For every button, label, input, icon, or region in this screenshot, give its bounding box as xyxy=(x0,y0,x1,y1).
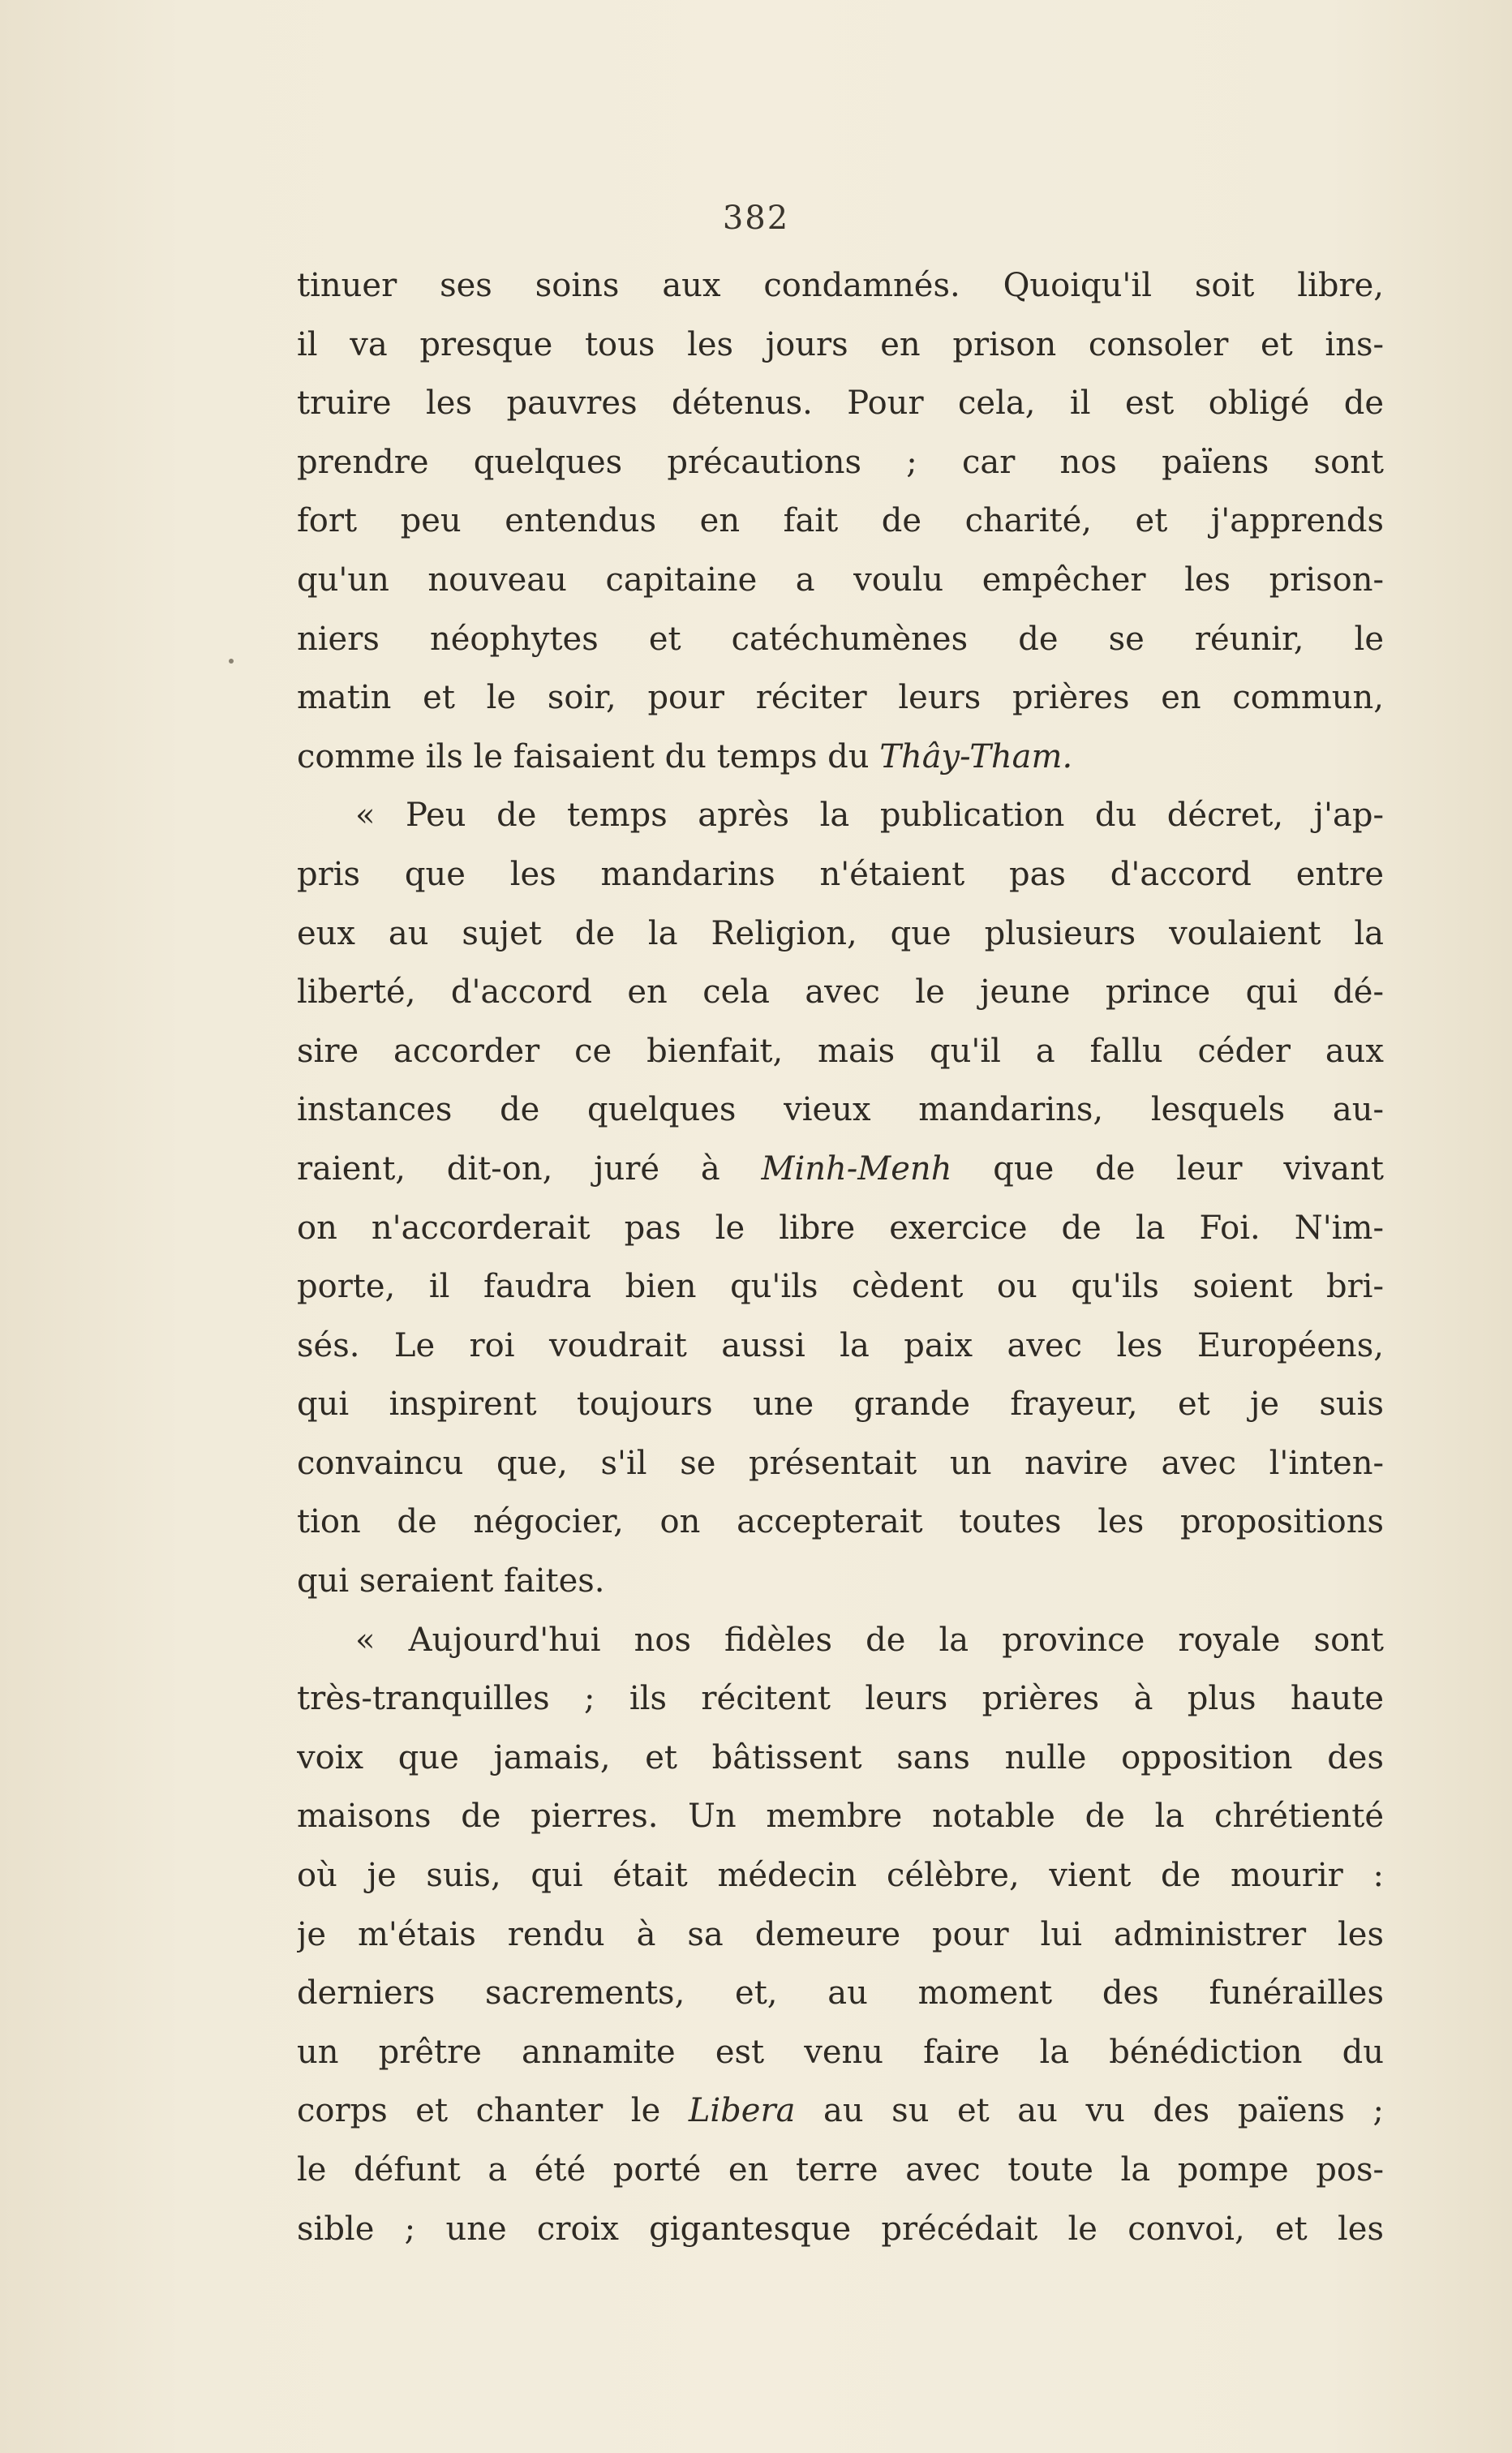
text-line xyxy=(297,1140,1384,1199)
text-line: qui seraient faites. xyxy=(297,1562,605,1600)
text-line: qu'un nouveau capitaine a voulu empêcher les prison- xyxy=(297,561,1384,599)
text-line: très-tranquilles ; ils récitent leurs prières à plus haute xyxy=(297,1680,1384,1718)
text-line: le défunt a été porté en terre avec toute la pompe pos- xyxy=(297,2151,1384,2189)
text-line: liberté, d'accord en cela avec le jeune prince qui dé- xyxy=(297,973,1384,1012)
text-line: je m'étais rendu à sa demeure pour lui administrer les xyxy=(297,1915,1384,1953)
text-line xyxy=(297,2081,1384,2141)
text-line: truire les pauvres détenus. Pour cela, il est obligé de xyxy=(297,384,1384,423)
text-line: tion de négocier, on accepterait toutes les propositions xyxy=(297,1503,1384,1541)
text-line: un prêtre annamite est venu faire la bénédiction du xyxy=(297,2033,1384,2071)
text-line: matin et le soir, pour réciter leurs prières en commun, xyxy=(297,679,1384,717)
body-text xyxy=(297,256,1384,2258)
text-line: voix que jamais, et bâtissent sans nulle opposition des xyxy=(297,1738,1384,1776)
italic-word-libera: Libera xyxy=(688,2092,796,2130)
text-line: pris que les mandarins n'étaient pas d'accord entre xyxy=(297,855,1384,893)
text-line: sire accorder ce bienfait, mais qu'il a fallu céder aux xyxy=(297,1032,1384,1070)
page-number: 382 xyxy=(722,200,790,237)
italic-name-minh-menh: Minh-Menh xyxy=(761,1149,952,1188)
text-line: « Aujourd'hui nos fidèles de la province royale sont xyxy=(355,1621,1384,1659)
text-line: eux au sujet de la Religion, que plusieurs voulaient la xyxy=(297,914,1384,952)
text-line: fort peu entendus en fait de charité, et j'apprends xyxy=(297,502,1384,540)
text-line: sible ; une croix gigantesque précédait le convoi, et les xyxy=(297,2210,1384,2248)
text-line: prendre quelques précautions ; car nos païens sont xyxy=(297,443,1384,481)
text-segment: raient, dit-on, juré à xyxy=(297,1149,762,1188)
text-line: maisons de pierres. Un membre notable de la chrétienté xyxy=(297,1798,1384,1836)
text-line: où je suis, qui était médecin célèbre, vient de mourir : xyxy=(297,1857,1384,1895)
text-segment: comme ils le faisaient du temps du xyxy=(297,737,880,775)
text-line: il va presque tous les jours en prison consoler et ins- xyxy=(297,325,1384,363)
text-line: porte, il faudra bien qu'ils cèdent ou qu'ils soient bri- xyxy=(297,1268,1384,1306)
text-line: on n'accorderait pas le libre exercice de la Foi. N'im- xyxy=(297,1209,1384,1247)
margin-mark xyxy=(229,659,234,664)
text-line: convaincu que, s'il se présentait un navire avec l'inten- xyxy=(297,1444,1384,1482)
text-line: derniers sacrements, et, au moment des funérailles xyxy=(297,1974,1384,2013)
text-segment: au su et au vu des païens ; xyxy=(795,2092,1384,2130)
text-line: qui inspirent toujours une grande frayeur, et je suis xyxy=(297,1385,1384,1424)
text-line: instances de quelques vieux mandarins, lesquels au- xyxy=(297,1091,1384,1129)
text-line: tinuer ses soins aux condamnés. Quoiqu'il soit libre, xyxy=(297,267,1384,304)
text-line: sés. Le roi voudrait aussi la paix avec les Européens, xyxy=(297,1326,1384,1364)
italic-name-thay-tham: Thây-Tham. xyxy=(879,737,1073,775)
text-line: niers néophytes et catéchumènes de se réunir, le xyxy=(297,620,1384,658)
text-line: « Peu de temps après la publication du décret, j'ap- xyxy=(355,797,1384,835)
text-segment: que de leur vivant xyxy=(951,1149,1384,1188)
text-segment: corps et chanter le xyxy=(297,2092,689,2130)
text-line xyxy=(297,728,1384,787)
